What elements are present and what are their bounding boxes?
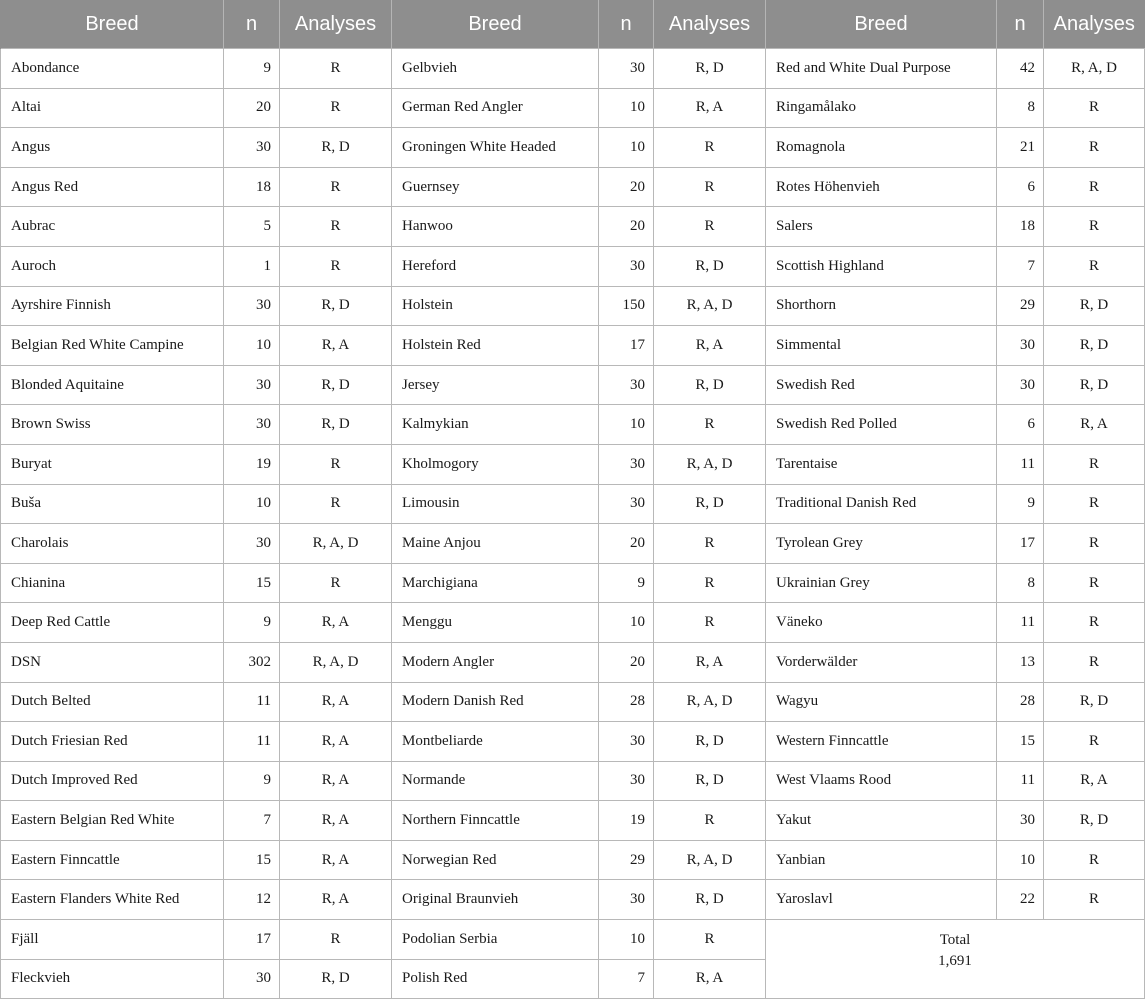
table-row bbox=[1, 801, 1145, 841]
breed-cell: Angus Red bbox=[1, 167, 224, 207]
table-body bbox=[1, 49, 1145, 999]
n-cell: 5 bbox=[224, 207, 280, 247]
n-cell: 8 bbox=[997, 563, 1044, 603]
analyses-cell: R bbox=[280, 88, 392, 128]
n-cell: 30 bbox=[224, 524, 280, 564]
analyses-cell: R bbox=[1044, 444, 1145, 484]
breed-cell: Polish Red bbox=[392, 959, 599, 999]
analyses-cell: R bbox=[654, 128, 766, 168]
analyses-cell: R bbox=[1044, 128, 1145, 168]
n-cell: 15 bbox=[997, 722, 1044, 762]
analyses-cell: R, D bbox=[280, 286, 392, 326]
analyses-cell: R bbox=[280, 563, 392, 603]
breed-cell: Podolian Serbia bbox=[392, 920, 599, 960]
breed-cell: Guernsey bbox=[392, 167, 599, 207]
breed-cell: Deep Red Cattle bbox=[1, 603, 224, 643]
table-row bbox=[1, 444, 1145, 484]
analyses-cell: R bbox=[280, 207, 392, 247]
header-analyses: Analyses bbox=[280, 0, 392, 49]
table-row bbox=[1, 722, 1145, 762]
n-cell: 15 bbox=[224, 840, 280, 880]
analyses-cell: R, D bbox=[280, 405, 392, 445]
analyses-cell: R, A bbox=[280, 722, 392, 762]
analyses-cell: R, D bbox=[280, 365, 392, 405]
breed-cell: Northern Finncattle bbox=[392, 801, 599, 841]
analyses-cell: R, D bbox=[654, 484, 766, 524]
n-cell: 30 bbox=[599, 444, 654, 484]
n-cell: 30 bbox=[997, 326, 1044, 366]
breed-cell: Red and White Dual Purpose bbox=[766, 49, 997, 89]
breed-cell: Kalmykian bbox=[392, 405, 599, 445]
n-cell: 17 bbox=[599, 326, 654, 366]
table-row bbox=[1, 920, 1145, 960]
analyses-cell: R, A bbox=[1044, 405, 1145, 445]
analyses-cell: R bbox=[654, 603, 766, 643]
n-cell: 30 bbox=[224, 286, 280, 326]
n-cell: 10 bbox=[224, 326, 280, 366]
analyses-cell: R bbox=[1044, 484, 1145, 524]
n-cell: 10 bbox=[599, 603, 654, 643]
breed-cell: Groningen White Headed bbox=[392, 128, 599, 168]
analyses-cell: R, A, D bbox=[654, 840, 766, 880]
n-cell: 15 bbox=[224, 563, 280, 603]
breed-cell: Maine Anjou bbox=[392, 524, 599, 564]
n-cell: 28 bbox=[599, 682, 654, 722]
breed-cell: DSN bbox=[1, 642, 224, 682]
n-cell: 7 bbox=[224, 801, 280, 841]
analyses-cell: R, A, D bbox=[280, 642, 392, 682]
n-cell: 302 bbox=[224, 642, 280, 682]
breed-cell: Chianina bbox=[1, 563, 224, 603]
table-row bbox=[1, 49, 1145, 89]
n-cell: 30 bbox=[997, 365, 1044, 405]
breed-cell: Tyrolean Grey bbox=[766, 524, 997, 564]
analyses-cell: R bbox=[654, 207, 766, 247]
n-cell: 10 bbox=[599, 88, 654, 128]
n-cell: 13 bbox=[997, 642, 1044, 682]
analyses-cell: R bbox=[1044, 642, 1145, 682]
n-cell: 30 bbox=[599, 722, 654, 762]
total-value: 1,691 bbox=[938, 953, 972, 970]
n-cell: 8 bbox=[997, 88, 1044, 128]
breed-cell: Swedish Red Polled bbox=[766, 405, 997, 445]
header-breed: Breed bbox=[392, 0, 599, 49]
breed-cell: Swedish Red bbox=[766, 365, 997, 405]
n-cell: 42 bbox=[997, 49, 1044, 89]
breed-cell: Modern Angler bbox=[392, 642, 599, 682]
n-cell: 10 bbox=[599, 128, 654, 168]
table-row bbox=[1, 840, 1145, 880]
analyses-cell: R, A bbox=[1044, 761, 1145, 801]
table-row bbox=[1, 603, 1145, 643]
analyses-cell: R, D bbox=[280, 959, 392, 999]
n-cell: 9 bbox=[997, 484, 1044, 524]
breed-cell: Ringamålako bbox=[766, 88, 997, 128]
analyses-cell: R bbox=[1044, 246, 1145, 286]
n-cell: 6 bbox=[997, 167, 1044, 207]
n-cell: 9 bbox=[224, 49, 280, 89]
n-cell: 10 bbox=[599, 920, 654, 960]
breed-cell: Altai bbox=[1, 88, 224, 128]
n-cell: 22 bbox=[997, 880, 1044, 920]
breed-cell: Simmental bbox=[766, 326, 997, 366]
breed-cell: Kholmogory bbox=[392, 444, 599, 484]
analyses-cell: R, D bbox=[280, 128, 392, 168]
table-row bbox=[1, 286, 1145, 326]
analyses-cell: R, A bbox=[280, 326, 392, 366]
analyses-cell: R, A bbox=[280, 880, 392, 920]
breed-cell: Hanwoo bbox=[392, 207, 599, 247]
analyses-cell: R, D bbox=[654, 880, 766, 920]
breed-cell: West Vlaams Rood bbox=[766, 761, 997, 801]
breed-cell: Montbeliarde bbox=[392, 722, 599, 762]
table-row bbox=[1, 761, 1145, 801]
analyses-cell: R bbox=[654, 801, 766, 841]
breed-cell: Salers bbox=[766, 207, 997, 247]
n-cell: 30 bbox=[599, 365, 654, 405]
n-cell: 7 bbox=[997, 246, 1044, 286]
breed-cell: Limousin bbox=[392, 484, 599, 524]
table-row bbox=[1, 88, 1145, 128]
table-row bbox=[1, 880, 1145, 920]
n-cell: 9 bbox=[599, 563, 654, 603]
table-row bbox=[1, 682, 1145, 722]
analyses-cell: R, D bbox=[654, 246, 766, 286]
analyses-cell: R, D bbox=[1044, 286, 1145, 326]
n-cell: 21 bbox=[997, 128, 1044, 168]
analyses-cell: R, D bbox=[1044, 682, 1145, 722]
analyses-cell: R, A, D bbox=[654, 286, 766, 326]
n-cell: 19 bbox=[224, 444, 280, 484]
header-n: n bbox=[224, 0, 280, 49]
breed-cell: Modern Danish Red bbox=[392, 682, 599, 722]
n-cell: 30 bbox=[599, 880, 654, 920]
breed-cell: Buša bbox=[1, 484, 224, 524]
breed-cell: Ukrainian Grey bbox=[766, 563, 997, 603]
n-cell: 10 bbox=[997, 840, 1044, 880]
analyses-cell: R bbox=[654, 524, 766, 564]
header-breed: Breed bbox=[766, 0, 997, 49]
n-cell: 30 bbox=[224, 365, 280, 405]
table-row bbox=[1, 405, 1145, 445]
analyses-cell: R, A, D bbox=[654, 444, 766, 484]
analyses-cell: R bbox=[1044, 524, 1145, 564]
total-cell bbox=[766, 920, 1145, 999]
n-cell: 1 bbox=[224, 246, 280, 286]
analyses-cell: R, A bbox=[654, 326, 766, 366]
analyses-cell: R, A bbox=[280, 840, 392, 880]
analyses-cell: R, A bbox=[280, 761, 392, 801]
table-row bbox=[1, 524, 1145, 564]
analyses-cell: R bbox=[1044, 563, 1145, 603]
analyses-cell: R, A bbox=[280, 603, 392, 643]
breed-cell: Fjäll bbox=[1, 920, 224, 960]
analyses-cell: R, A bbox=[654, 959, 766, 999]
breed-cell: Jersey bbox=[392, 365, 599, 405]
breed-cell: Väneko bbox=[766, 603, 997, 643]
analyses-cell: R bbox=[280, 484, 392, 524]
header-n: n bbox=[599, 0, 654, 49]
n-cell: 20 bbox=[599, 167, 654, 207]
n-cell: 11 bbox=[997, 761, 1044, 801]
analyses-cell: R bbox=[1044, 167, 1145, 207]
n-cell: 28 bbox=[997, 682, 1044, 722]
table-row bbox=[1, 642, 1145, 682]
n-cell: 30 bbox=[599, 49, 654, 89]
table-row bbox=[1, 128, 1145, 168]
n-cell: 30 bbox=[997, 801, 1044, 841]
n-cell: 11 bbox=[997, 444, 1044, 484]
breed-cell: Brown Swiss bbox=[1, 405, 224, 445]
analyses-cell: R, A bbox=[280, 801, 392, 841]
n-cell: 30 bbox=[224, 959, 280, 999]
breed-cell: Charolais bbox=[1, 524, 224, 564]
breed-cell: Tarentaise bbox=[766, 444, 997, 484]
header-analyses: Analyses bbox=[654, 0, 766, 49]
n-cell: 10 bbox=[599, 405, 654, 445]
n-cell: 18 bbox=[997, 207, 1044, 247]
table-row bbox=[1, 484, 1145, 524]
analyses-cell: R bbox=[1044, 880, 1145, 920]
breed-cell: Abondance bbox=[1, 49, 224, 89]
n-cell: 17 bbox=[997, 524, 1044, 564]
header-row bbox=[1, 0, 1145, 49]
n-cell: 20 bbox=[599, 642, 654, 682]
table-row bbox=[1, 563, 1145, 603]
breed-cell: Angus bbox=[1, 128, 224, 168]
breed-cell: Yakut bbox=[766, 801, 997, 841]
n-cell: 30 bbox=[599, 484, 654, 524]
breed-cell: Aubrac bbox=[1, 207, 224, 247]
analyses-cell: R bbox=[654, 920, 766, 960]
analyses-cell: R, D bbox=[1044, 326, 1145, 366]
analyses-cell: R, D bbox=[654, 722, 766, 762]
analyses-cell: R, A, D bbox=[1044, 49, 1145, 89]
breed-cell: Wagyu bbox=[766, 682, 997, 722]
breed-cell: Fleckvieh bbox=[1, 959, 224, 999]
analyses-cell: R bbox=[1044, 603, 1145, 643]
breed-cell: Rotes Höhenvieh bbox=[766, 167, 997, 207]
header-analyses: Analyses bbox=[1044, 0, 1145, 49]
breed-cell: Buryat bbox=[1, 444, 224, 484]
analyses-cell: R, A bbox=[654, 642, 766, 682]
breed-cell: Traditional Danish Red bbox=[766, 484, 997, 524]
analyses-cell: R bbox=[654, 563, 766, 603]
analyses-cell: R, A bbox=[654, 88, 766, 128]
breed-cell: Eastern Flanders White Red bbox=[1, 880, 224, 920]
n-cell: 29 bbox=[997, 286, 1044, 326]
n-cell: 30 bbox=[599, 761, 654, 801]
analyses-cell: R bbox=[1044, 207, 1145, 247]
analyses-cell: R bbox=[280, 920, 392, 960]
breed-cell: Scottish Highland bbox=[766, 246, 997, 286]
n-cell: 11 bbox=[224, 682, 280, 722]
analyses-cell: R bbox=[1044, 88, 1145, 128]
n-cell: 9 bbox=[224, 603, 280, 643]
analyses-cell: R bbox=[654, 405, 766, 445]
n-cell: 11 bbox=[224, 722, 280, 762]
table-row bbox=[1, 365, 1145, 405]
n-cell: 11 bbox=[997, 603, 1044, 643]
analyses-cell: R, A bbox=[280, 682, 392, 722]
breed-cell: Original Braunvieh bbox=[392, 880, 599, 920]
total-label: Total bbox=[939, 932, 971, 949]
n-cell: 19 bbox=[599, 801, 654, 841]
n-cell: 10 bbox=[224, 484, 280, 524]
breed-cell: Yaroslavl bbox=[766, 880, 997, 920]
breed-cell: Eastern Finncattle bbox=[1, 840, 224, 880]
n-cell: 12 bbox=[224, 880, 280, 920]
analyses-cell: R bbox=[280, 49, 392, 89]
n-cell: 9 bbox=[224, 761, 280, 801]
breed-cell: Yanbian bbox=[766, 840, 997, 880]
breed-cell: Dutch Belted bbox=[1, 682, 224, 722]
analyses-cell: R, D bbox=[654, 49, 766, 89]
analyses-cell: R, D bbox=[654, 761, 766, 801]
table-row bbox=[1, 167, 1145, 207]
n-cell: 30 bbox=[224, 128, 280, 168]
analyses-cell: R bbox=[280, 246, 392, 286]
analyses-cell: R, D bbox=[1044, 801, 1145, 841]
n-cell: 18 bbox=[224, 167, 280, 207]
breed-cell: German Red Angler bbox=[392, 88, 599, 128]
n-cell: 7 bbox=[599, 959, 654, 999]
breed-cell: Belgian Red White Campine bbox=[1, 326, 224, 366]
breed-cell: Ayrshire Finnish bbox=[1, 286, 224, 326]
breed-cell: Hereford bbox=[392, 246, 599, 286]
analyses-cell: R bbox=[1044, 722, 1145, 762]
breed-cell: Holstein bbox=[392, 286, 599, 326]
breed-cell: Western Finncattle bbox=[766, 722, 997, 762]
table-row bbox=[1, 246, 1145, 286]
breed-cell: Marchigiana bbox=[392, 563, 599, 603]
analyses-cell: R bbox=[280, 167, 392, 207]
n-cell: 150 bbox=[599, 286, 654, 326]
n-cell: 20 bbox=[599, 524, 654, 564]
analyses-cell: R bbox=[280, 444, 392, 484]
breed-cell: Dutch Improved Red bbox=[1, 761, 224, 801]
breed-cell: Norwegian Red bbox=[392, 840, 599, 880]
n-cell: 20 bbox=[224, 88, 280, 128]
breed-cell: Eastern Belgian Red White bbox=[1, 801, 224, 841]
breed-cell: Gelbvieh bbox=[392, 49, 599, 89]
analyses-cell: R, D bbox=[1044, 365, 1145, 405]
analyses-cell: R, A, D bbox=[280, 524, 392, 564]
breed-cell: Normande bbox=[392, 761, 599, 801]
analyses-cell: R, D bbox=[654, 365, 766, 405]
table-row bbox=[1, 207, 1145, 247]
n-cell: 29 bbox=[599, 840, 654, 880]
breed-cell: Menggu bbox=[392, 603, 599, 643]
breed-cell: Vorderwälder bbox=[766, 642, 997, 682]
n-cell: 30 bbox=[224, 405, 280, 445]
breed-cell: Auroch bbox=[1, 246, 224, 286]
breed-cell: Blonded Aquitaine bbox=[1, 365, 224, 405]
breed-cell: Holstein Red bbox=[392, 326, 599, 366]
header-breed: Breed bbox=[1, 0, 224, 49]
n-cell: 6 bbox=[997, 405, 1044, 445]
analyses-cell: R, A, D bbox=[654, 682, 766, 722]
analyses-cell: R bbox=[1044, 840, 1145, 880]
breed-cell: Shorthorn bbox=[766, 286, 997, 326]
n-cell: 20 bbox=[599, 207, 654, 247]
n-cell: 17 bbox=[224, 920, 280, 960]
breed-cell: Dutch Friesian Red bbox=[1, 722, 224, 762]
breed-cell: Romagnola bbox=[766, 128, 997, 168]
n-cell: 30 bbox=[599, 246, 654, 286]
table-row bbox=[1, 326, 1145, 366]
analyses-cell: R bbox=[654, 167, 766, 207]
header-n: n bbox=[997, 0, 1044, 49]
